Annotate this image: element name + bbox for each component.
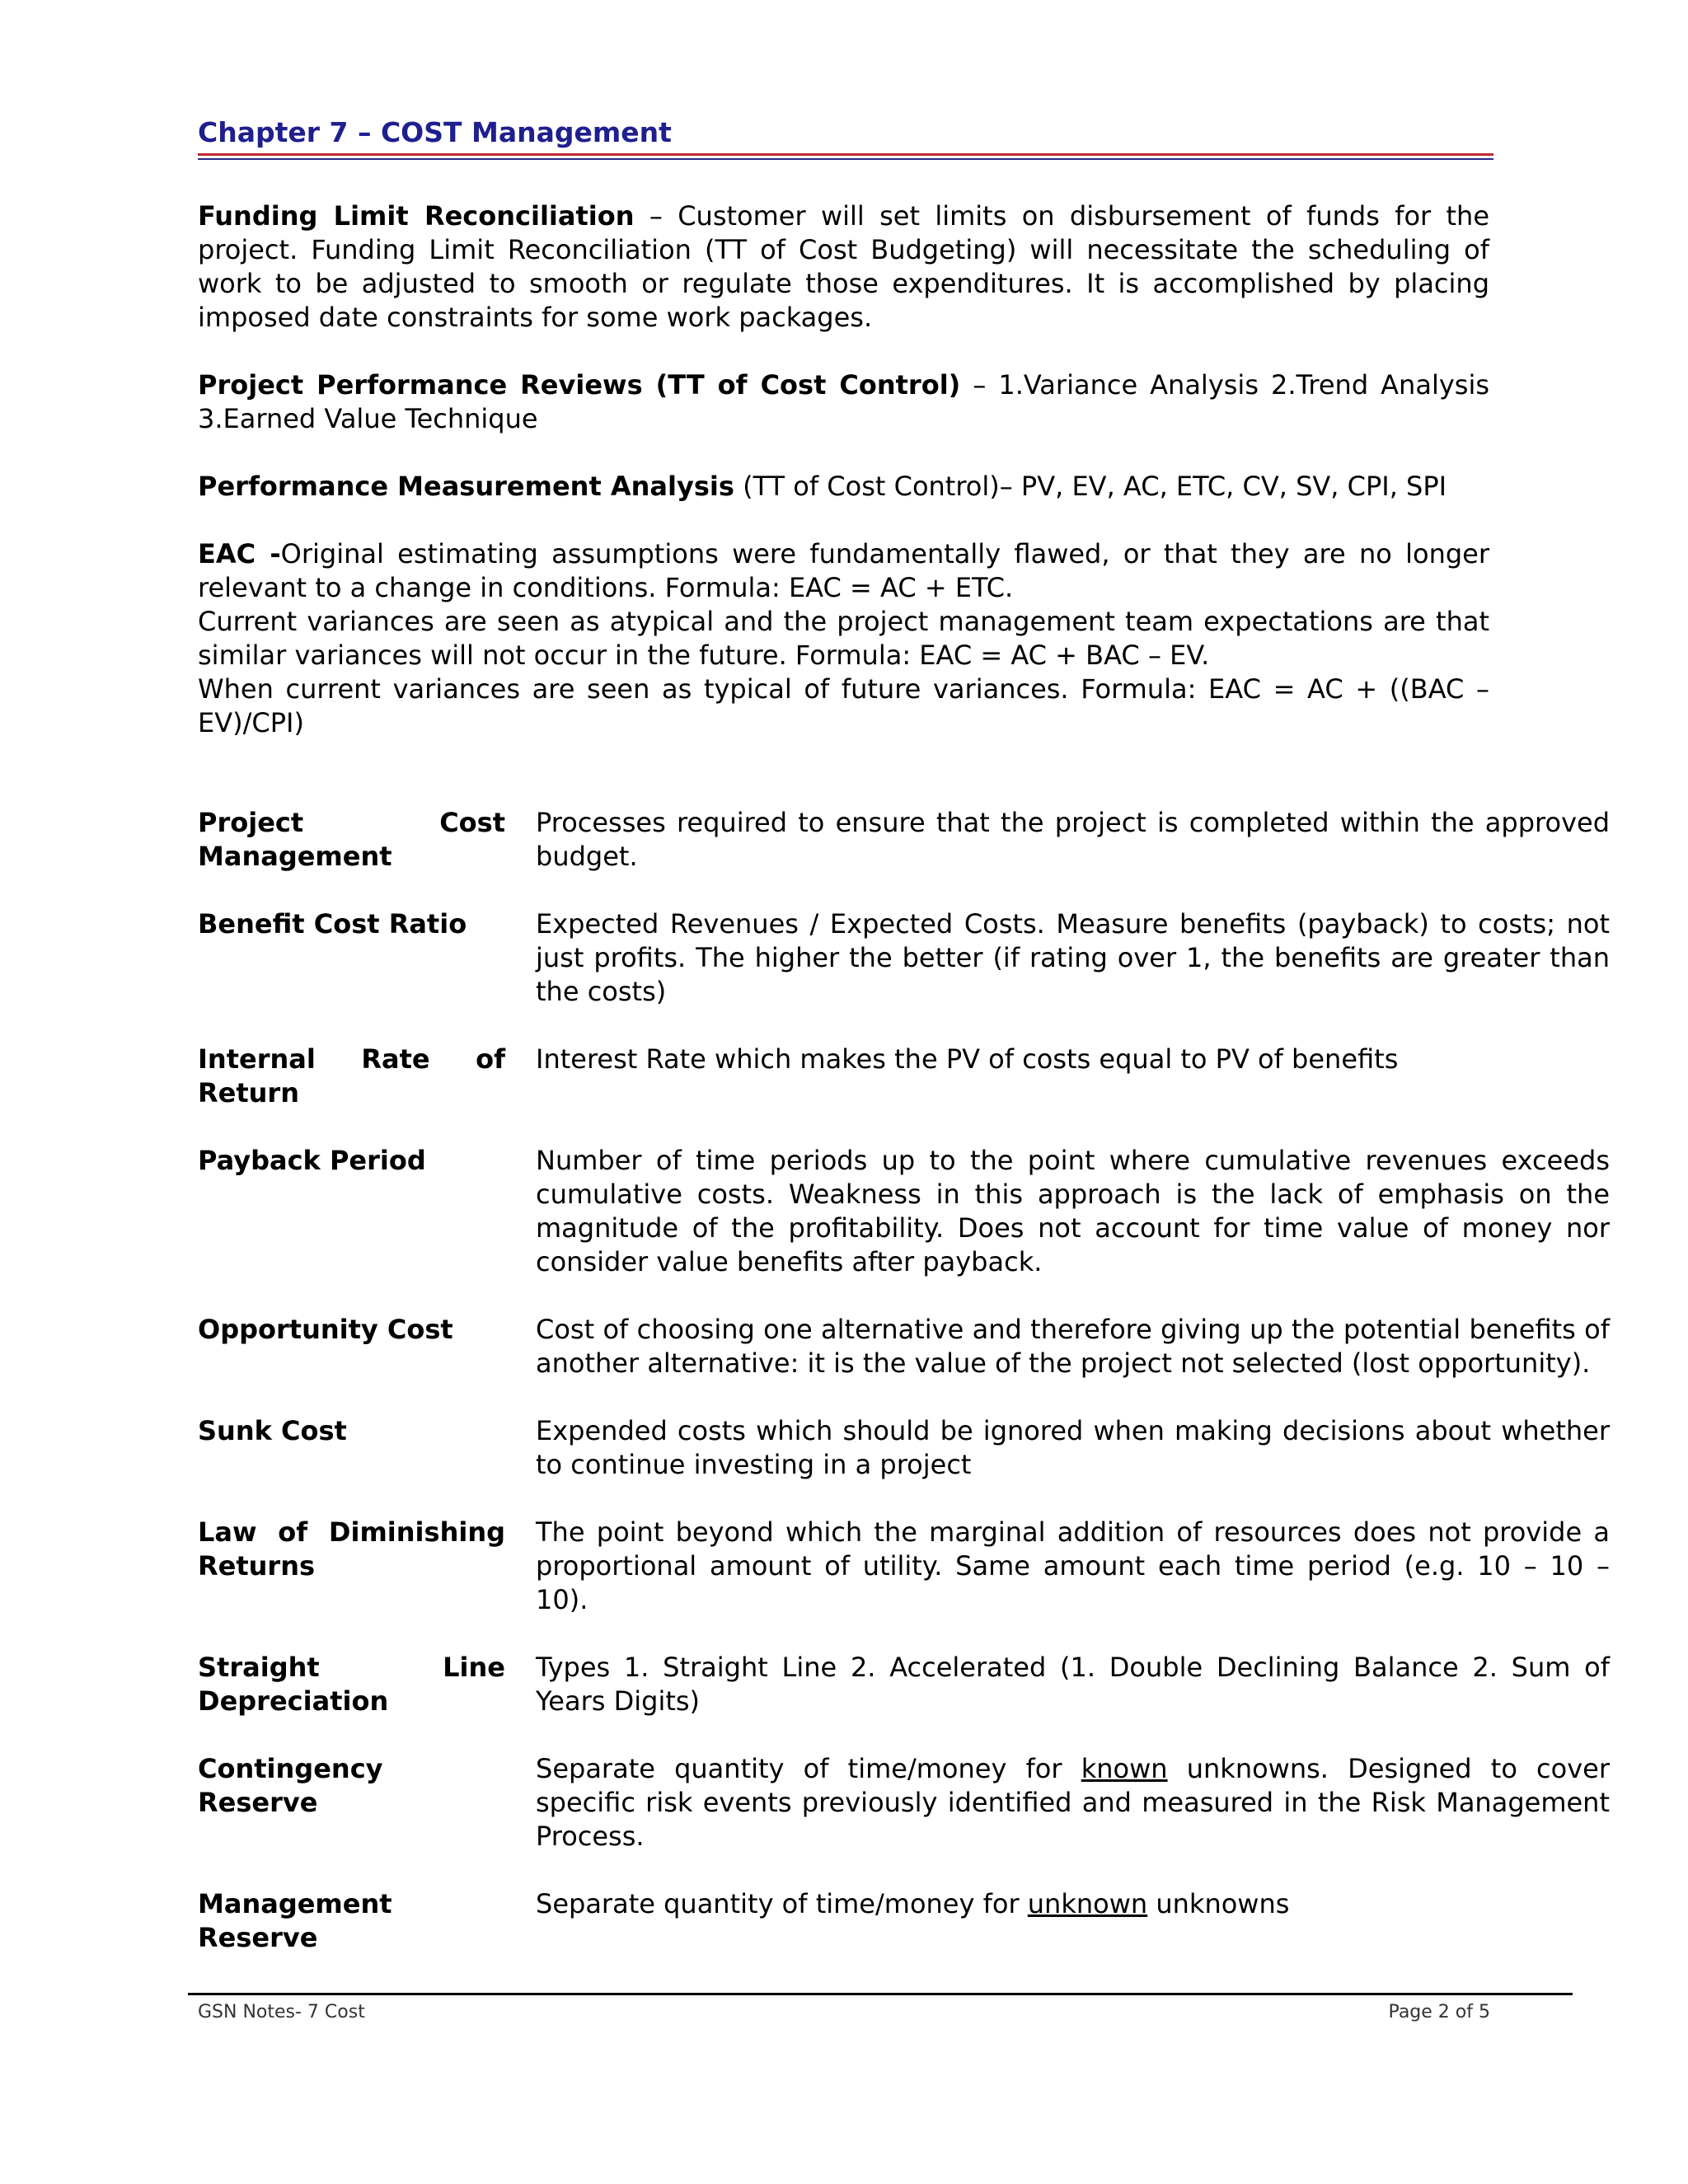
definition-row (198, 1414, 1610, 1482)
definition-desc: Separate quantity of time/money for unknown unknowns (536, 1888, 1290, 1919)
paragraph-term: Project Performance Reviews (TT of Cost Control) (198, 369, 961, 401)
definition-term: Benefit Cost Ratio (198, 908, 467, 940)
definition-term: Payback Period (198, 1145, 426, 1176)
definition-row (198, 907, 1610, 1009)
page-footer (188, 1993, 1573, 2022)
footer-doc-name: GSN Notes- 7 Cost (198, 2002, 365, 2022)
paragraph-text: Customer will set limits on disbursement of funds for the project. Funding Limit Reconciliation (TT of Cost Budgeting) will necessitate the scheduling of work to be adjusted to smooth or regulate those expenditures. It is accomplished by placing imposed date constraints for some work packages. (198, 200, 1490, 333)
definition-desc: Separate quantity of time/money for known unknowns. Designed to cover specific risk events previously identified and measured in the Risk Management Process. (536, 1753, 1611, 1852)
definition-row (198, 1651, 1610, 1718)
paragraph-term: Performance Measurement Analysis (198, 471, 734, 502)
intro-paragraphs (198, 199, 1489, 774)
definition-term: Management Reserve (198, 1888, 392, 1953)
definition-term: Project Cost Management (198, 807, 505, 872)
paragraph-text: (TT of Cost Control)– PV, EV, AC, ETC, CV, SV, CPI, SPI (743, 471, 1447, 502)
definition-row (198, 1516, 1610, 1617)
definition-desc: Expected Revenues / Expected Costs. Measure benefits (payback) to costs; not just profits. The higher the better (if rating over 1, the benefits are greater than the costs) (536, 908, 1610, 1007)
eac-atypical: Current variances are seen as atypical and the project management team expectations are that similar variances will not occur in the future. Formula: EAC = AC + BAC – EV. (198, 606, 1489, 671)
definition-row (198, 806, 1610, 874)
paragraph-term: Funding Limit Reconciliation (198, 200, 635, 232)
definition-term: Law of Diminishing Returns (198, 1516, 505, 1582)
paragraph-term: EAC - (198, 538, 281, 569)
eac-typical: When current variances are seen as typical of future variances. Formula: EAC = AC + ((BAC – EV)/CPI) (198, 673, 1489, 738)
paragraph-text: Original estimating assumptions were fundamentally flawed, or that they are no longer relevant to a change in conditions. Formula: EAC = AC + ETC. (198, 538, 1489, 603)
definition-desc: The point beyond which the marginal addition of resources does not provide a proportional amount of utility. Same amount each time period (e.g. 10 – 10 – 10). (536, 1516, 1610, 1615)
definition-term: Internal Rate of Return (198, 1043, 505, 1108)
definition-term: Opportunity Cost (198, 1314, 453, 1345)
definition-term: Straight Line Depreciation (198, 1652, 505, 1717)
definition-desc: Cost of choosing one alternative and therefore giving up the potential benefits of another alternative: it is the value of the project not selected (lost opportunity). (536, 1314, 1610, 1379)
underlined-word: unknown (1027, 1888, 1148, 1919)
header-rule-red (198, 153, 1493, 156)
definition-row (198, 1752, 1610, 1854)
definition-row (198, 1887, 1610, 1955)
paragraph-eac (198, 537, 1489, 740)
definition-desc: Types 1. Straight Line 2. Accelerated (1. Double Declining Balance 2. Sum of Years Digits) (536, 1652, 1610, 1717)
underlined-word: known (1081, 1753, 1168, 1784)
footer-page-number: Page 2 of 5 (1388, 2002, 1490, 2022)
definition-desc: Interest Rate which makes the PV of costs equal to PV of benefits (536, 1043, 1399, 1075)
definition-term: Contingency Reserve (198, 1753, 383, 1818)
paragraph-text: 1.Variance Analysis 2.Trend Analysis 3.Earned Value Technique (198, 369, 1490, 434)
header-rule-blue (198, 158, 1493, 160)
page-header (198, 115, 1493, 160)
definitions-table (198, 806, 1610, 1989)
chapter-title: Chapter 7 – COST Management (198, 116, 672, 148)
definition-term: Sunk Cost (198, 1415, 347, 1446)
definition-row (198, 1043, 1610, 1110)
definition-desc: Processes required to ensure that the project is completed within the approved budget. (536, 807, 1610, 872)
footer-rule (188, 1993, 1573, 1995)
paragraph-performance-reviews: Project Performance Reviews (TT of Cost Control) – 1.Variance Analysis 2.Trend Analysis 3.Earned Value Technique (198, 369, 1490, 434)
definition-row (198, 1144, 1610, 1279)
definition-desc: Expended costs which should be ignored when making decisions about whether to continue investing in a project (536, 1415, 1610, 1480)
definition-row (198, 1313, 1610, 1380)
paragraph-measurement-analysis (198, 470, 1489, 504)
paragraph-funding-limit: Funding Limit Reconciliation – Customer will set limits on disbursement of funds for the project. Funding Limit Reconciliation (TT of Cost Budgeting) will necessitate the scheduling of work to be adjusted to smooth or regulate those expenditures. It is accomplished by placing imposed date constraints for some work packages. (198, 200, 1490, 333)
definition-desc: Number of time periods up to the point where cumulative revenues exceeds cumulative costs. Weakness in this approach is the lack of emphasis on the magnitude of the profitability. Does not account for time value of money nor consider value benefits after payback. (536, 1145, 1610, 1277)
